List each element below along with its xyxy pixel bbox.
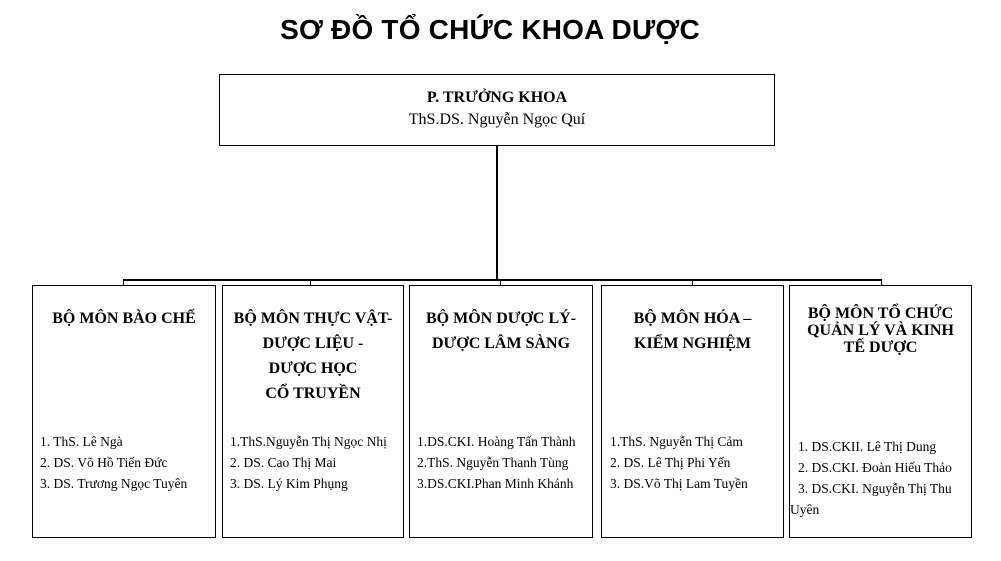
department-box-bao-che — [32, 285, 216, 538]
member-item: 2. DS. Cao Thị Mai — [230, 455, 337, 470]
department-box-duoc-ly — [409, 285, 593, 538]
member-item: 1. ThS. Lê Ngà — [40, 434, 123, 449]
department-title-line: BỘ MÔN TỔ CHỨC — [807, 305, 954, 322]
department-box-hoa-kiem-nghiem — [601, 285, 784, 538]
department-title-line: KIỂM NGHIỆM — [634, 335, 751, 352]
member-item: 1. DS.CKII. Lê Thị Dung — [798, 439, 937, 454]
member-item: 1.ThS. Nguyễn Thị Cảm — [610, 434, 743, 449]
connector-trunk — [496, 146, 498, 280]
department-title-line: DƯỢC LIỆU - — [262, 335, 364, 352]
member-item: 3. DS.CKI. Nguyễn Thị Thu Uyên — [790, 481, 952, 517]
department-title-line: CỔ TRUYỀN — [265, 385, 361, 402]
department-box-to-chuc-quan-ly — [789, 285, 972, 538]
connector-horizontal — [123, 279, 882, 281]
department-title-line: BỘ MÔN DƯỢC LÝ- — [425, 310, 577, 327]
department-title-line: BỘ MÔN BÀO CHẾ — [52, 310, 196, 327]
member-item: 2. DS. Lê Thị Phi Yến — [610, 455, 731, 470]
head-role: P. TRƯỞNG KHOA — [426, 89, 568, 106]
member-item: 1.DS.CKI. Hoàng Tấn Thành — [417, 434, 576, 449]
member-list — [230, 431, 387, 494]
department-title-line: BỘ MÔN HÓA – — [633, 310, 752, 327]
department-title — [223, 306, 403, 406]
department-box-thuc-vat-duoc-lieu — [222, 285, 404, 538]
member-list — [40, 431, 187, 494]
department-title — [410, 306, 592, 356]
department-title — [33, 306, 215, 331]
chart-title: SƠ ĐỒ TỔ CHỨC KHOA DƯỢC — [280, 14, 700, 45]
head-of-faculty-box — [219, 74, 775, 146]
department-title-line: BỘ MÔN THỰC VẬT- — [233, 310, 393, 327]
member-list — [417, 431, 576, 494]
department-title — [790, 305, 971, 356]
department-title-line: TẾ DƯỢC — [843, 339, 918, 356]
head-name: ThS.DS. Nguyễn Ngọc Quí — [408, 111, 586, 128]
member-item: 3. DS.Võ Thị Lam Tuyền — [610, 476, 748, 491]
department-title-line: DƯỢC LÂM SÀNG — [431, 335, 571, 352]
member-item: 3. DS. Trương Ngọc Tuyên — [40, 476, 188, 491]
member-item: 3. DS. Lý Kim Phụng — [230, 476, 348, 491]
member-item: 2. DS. Võ Hồ Tiến Đức — [40, 455, 168, 470]
department-title — [602, 306, 783, 356]
member-list — [790, 436, 970, 520]
department-title-line: DƯỢC HỌC — [268, 360, 358, 377]
member-item: 1.ThS.Nguyễn Thị Ngọc Nhị — [230, 434, 387, 449]
member-item: 3.DS.CKI.Phan Minh Khánh — [417, 476, 574, 491]
department-title-line: QUẢN LÝ VÀ KINH — [807, 322, 954, 339]
member-list — [610, 431, 748, 494]
member-item: 2. DS.CKI. Đoàn Hiếu Thảo — [798, 460, 952, 475]
member-item: 2.ThS. Nguyễn Thanh Tùng — [417, 455, 569, 470]
